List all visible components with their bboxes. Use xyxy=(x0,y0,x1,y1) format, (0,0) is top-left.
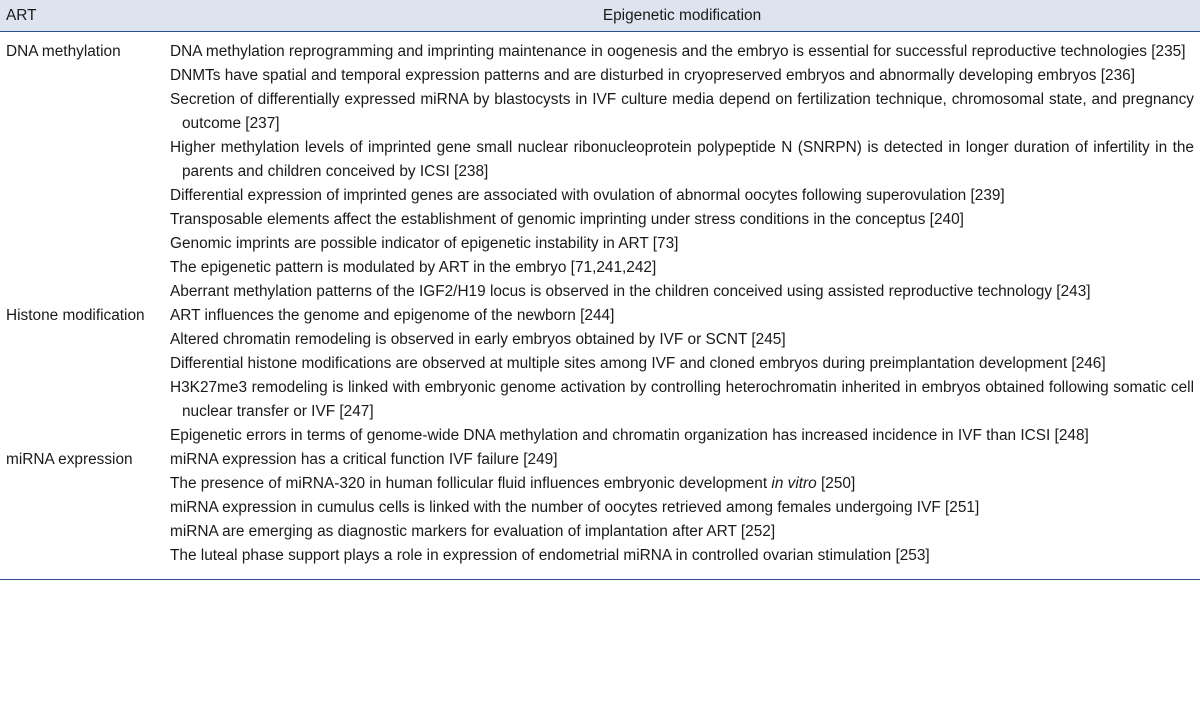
list-item: miRNA expression has a critical function IVF failure [249] xyxy=(170,451,558,468)
header-epigenetic-modification: Epigenetic modification xyxy=(164,0,1200,32)
header-row xyxy=(0,0,1200,32)
list-item: miRNA expression in cumulus cells is linked with the number of oocytes retrieved among females undergoing IVF [251] xyxy=(170,499,980,516)
list-item: ART influences the genome and epigenome of the newborn [244] xyxy=(170,307,615,324)
entry-text: The presence of miRNA-320 in human follicular fluid influences embryonic development xyxy=(170,475,772,492)
entry-italic-text: in vitro xyxy=(771,475,817,492)
list-item: H3K27me3 remodeling is linked with embryonic genome activation by controlling heterochromatin inherited in embryos obtained following somatic cell nuclear transfer or IVF [247] xyxy=(170,379,1194,420)
modification-list xyxy=(164,304,1200,448)
list-item: DNMTs have spatial and temporal expression patterns and are disturbed in cryopreserved embryos and abnormally developing embryos [236] xyxy=(170,67,1135,84)
art-category: Histone modification xyxy=(6,307,145,324)
list-item: Transposable elements affect the establishment of genomic imprinting under stress conditions in the conceptus [240] xyxy=(170,211,964,228)
list-item: Epigenetic errors in terms of genome-wide DNA methylation and chromatin organization has increased incidence in IVF than ICSI [248] xyxy=(170,427,1089,444)
table-row-dna-methylation xyxy=(0,32,1200,305)
list-item: Differential expression of imprinted genes are associated with ovulation of abnormal oocytes following superovulation [239] xyxy=(170,187,1005,204)
list-item: Higher methylation levels of imprinted gene small nuclear ribonucleoprotein polypeptide N (SNRPN) is detected in longer duration of infertility in the parents and children conceived by ICSI [238] xyxy=(170,139,1194,180)
list-item: The epigenetic pattern is modulated by ART in the embryo [71,241,242] xyxy=(170,259,657,276)
list-item: Aberrant methylation patterns of the IGF2/H19 locus is observed in the children conceived using assisted reproductive technology [243] xyxy=(170,283,1091,300)
list-item: Differential histone modifications are observed at multiple sites among IVF and cloned embryos during preimplantation development [246] xyxy=(170,355,1106,372)
entry-text: [250] xyxy=(816,475,856,492)
art-category: miRNA expression xyxy=(0,448,164,580)
list-item: DNA methylation reprogramming and imprinting maintenance in oogenesis and the embryo is essential for successful reproductive technologies [235] xyxy=(170,43,1186,60)
list-item xyxy=(170,472,1194,496)
list-item: Altered chromatin remodeling is observed in early embryos obtained by IVF or SCNT [245] xyxy=(170,331,786,348)
modification-list xyxy=(164,32,1200,305)
art-category: DNA methylation xyxy=(6,43,121,60)
header-art: ART xyxy=(0,0,164,32)
table-row-mirna-expression xyxy=(0,448,1200,580)
table-row-histone-modification xyxy=(0,304,1200,448)
list-item: miRNA are emerging as diagnostic markers for evaluation of implantation after ART [252] xyxy=(170,523,776,540)
modification-list xyxy=(164,448,1200,580)
list-item: Secretion of differentially expressed miRNA by blastocysts in IVF culture media depend on fertilization technique, chromosomal state, and pregnancy outcome [237] xyxy=(170,91,1194,132)
list-item: Genomic imprints are possible indicator of epigenetic instability in ART [73] xyxy=(170,235,679,252)
list-item: The luteal phase support plays a role in expression of endometrial miRNA in controlled ovarian stimulation [253] xyxy=(170,547,930,564)
